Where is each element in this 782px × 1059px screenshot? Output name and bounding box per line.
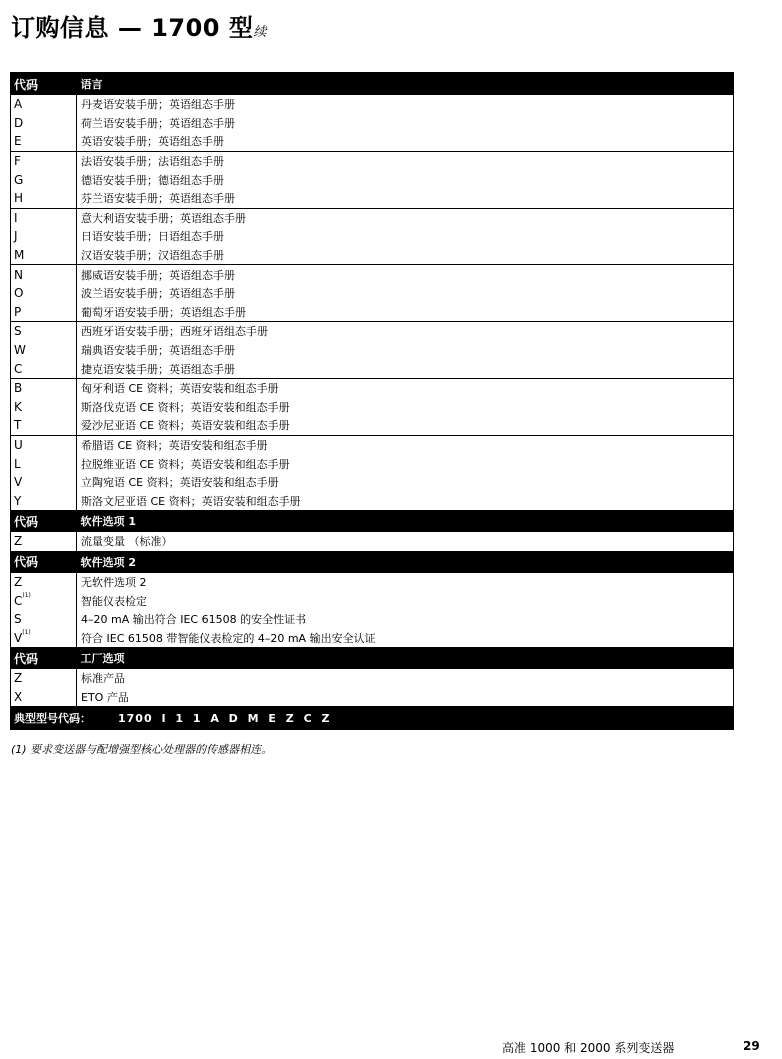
option-code — [11, 95, 77, 114]
table-row — [11, 151, 734, 170]
option-description: 丹麦语安装手册；英语组态手册 — [81, 98, 235, 112]
option-code-text: Z — [14, 534, 23, 549]
table-row — [11, 435, 734, 454]
table-row — [11, 114, 734, 133]
typical-model-label: 典型型号代码： — [14, 711, 91, 725]
title-main: 订购信息 — 1700 型 — [11, 14, 254, 42]
table-row — [11, 246, 734, 265]
option-code — [11, 435, 77, 454]
typical-model-code: 1700 I 1 1 A D M E Z C Z — [118, 711, 331, 725]
table-row — [11, 227, 734, 246]
option-code-text: A — [14, 97, 23, 112]
header-code: 代码 — [11, 551, 77, 573]
option-code-text: T — [14, 418, 22, 433]
option-code-text: H — [14, 191, 24, 206]
option-code-text: S — [14, 324, 22, 339]
table-row — [11, 284, 734, 303]
table-row — [11, 591, 734, 610]
option-description: 芬兰语安装手册；英语组态手册 — [81, 192, 235, 206]
option-description: 日语安装手册；日语组态手册 — [81, 230, 224, 244]
option-code — [11, 378, 77, 397]
table-row — [11, 341, 734, 360]
option-code-text: M — [14, 248, 25, 263]
option-code — [11, 669, 77, 688]
option-description: 无软件选项 2 — [81, 575, 147, 589]
section-header — [11, 551, 734, 573]
option-code — [11, 491, 77, 510]
option-description: 爱沙尼亚语 CE 资料；英语安装和组态手册 — [81, 419, 290, 433]
option-code — [11, 189, 77, 208]
option-code — [11, 532, 77, 551]
header-code: 代码 — [11, 647, 77, 669]
option-code-text: W — [14, 343, 26, 358]
option-code-text: N — [14, 267, 23, 282]
option-description: 符合 IEC 61508 带智能仪表检定的 4–20 mA 输出安全认证 — [81, 631, 376, 645]
option-code — [11, 132, 77, 151]
option-code-text: F — [14, 154, 21, 169]
option-code-text: S — [14, 612, 22, 627]
option-code — [11, 610, 77, 629]
option-code-text: X — [14, 689, 23, 704]
option-description: 流量变量 （标准） — [81, 535, 173, 549]
header-label: 工厂选项 — [77, 647, 734, 669]
footer-title: 高准 1000 和 2000 系列变送器 — [502, 1041, 675, 1055]
header-label: 语言 — [77, 73, 734, 96]
option-code-text: U — [14, 437, 23, 452]
option-description: 标准产品 — [81, 672, 125, 686]
option-description: 荷兰语安装手册；英语组态手册 — [81, 116, 235, 130]
option-code — [11, 284, 77, 303]
option-description: 斯洛文尼亚语 CE 资料；英语安装和组态手册 — [81, 494, 301, 508]
page-title — [11, 8, 267, 43]
option-code — [11, 151, 77, 170]
table-row — [11, 416, 734, 435]
option-code — [11, 454, 77, 473]
option-code-text: E — [14, 134, 22, 149]
option-code-text: Z — [14, 574, 23, 589]
option-code-text: G — [14, 172, 24, 187]
table-row — [11, 170, 734, 189]
title-continued: 续 — [253, 25, 267, 40]
table-row — [11, 610, 734, 629]
header-label: 软件选项 1 — [77, 510, 734, 532]
page-number: 29 — [743, 1039, 760, 1053]
header-code: 代码 — [11, 510, 77, 532]
option-code-text: C — [14, 361, 23, 376]
option-code-text: C — [14, 593, 23, 608]
option-code — [11, 628, 77, 647]
option-description: 汉语安装手册；汉语组态手册 — [81, 249, 224, 263]
section-header — [11, 73, 734, 96]
option-code — [11, 416, 77, 435]
option-description: 斯洛伐克语 CE 资料；英语安装和组态手册 — [81, 400, 290, 414]
ordering-table — [10, 72, 734, 730]
option-code-text: I — [14, 210, 18, 225]
table-row — [11, 454, 734, 473]
option-code — [11, 170, 77, 189]
option-code — [11, 265, 77, 284]
option-code-text: D — [14, 115, 24, 130]
table-row — [11, 669, 734, 688]
option-code-text: V — [14, 475, 23, 490]
option-code — [11, 114, 77, 133]
option-code — [11, 341, 77, 360]
option-code — [11, 322, 77, 341]
table-row — [11, 189, 734, 208]
table-row — [11, 378, 734, 397]
section-header — [11, 647, 734, 669]
option-code — [11, 227, 77, 246]
footnote-ref: (1) — [22, 628, 31, 636]
footnote-ref: (1) — [22, 591, 31, 599]
table-row — [11, 359, 734, 378]
option-code-text: O — [14, 286, 24, 301]
option-code — [11, 688, 77, 707]
table-row — [11, 628, 734, 647]
table-row — [11, 132, 734, 151]
option-code-text: K — [14, 399, 22, 414]
option-description: 希腊语 CE 资料；英语安装和组态手册 — [77, 435, 734, 454]
table-row — [11, 208, 734, 227]
option-description: 波兰语安装手册；英语组态手册 — [81, 287, 235, 301]
section-header — [11, 510, 734, 532]
table-row — [11, 303, 734, 322]
option-description: 智能仪表检定 — [81, 594, 147, 608]
header-code: 代码 — [11, 73, 77, 96]
option-description: 瑞典语安装手册；英语组态手册 — [81, 344, 235, 358]
option-code — [11, 398, 77, 417]
ordering-table-body — [11, 73, 734, 730]
option-description: 匈牙利语 CE 资料；英语安装和组态手册 — [77, 378, 734, 397]
option-description: 拉脱维亚语 CE 资料；英语安装和组态手册 — [81, 457, 290, 471]
option-code-text: L — [14, 456, 21, 471]
option-description: 4–20 mA 输出符合 IEC 61508 的安全性证书 — [81, 613, 307, 627]
table-row — [11, 95, 734, 114]
option-description: 捷克语安装手册；英语组态手册 — [81, 362, 235, 376]
option-code — [11, 303, 77, 322]
footnote: (1) 要求变送器与配增强型核心处理器的传感器相连。 — [11, 743, 273, 756]
option-code-text: J — [14, 229, 18, 244]
option-description: 英语安装手册；英语组态手册 — [81, 135, 224, 149]
header-label: 软件选项 2 — [77, 551, 734, 573]
option-code-text: Y — [14, 493, 22, 508]
table-row — [11, 265, 734, 284]
option-description: 西班牙语安装手册；西班牙语组态手册 — [77, 322, 734, 341]
option-description: ETO 产品 — [81, 690, 129, 704]
option-code-text: B — [14, 381, 23, 396]
table-row — [11, 491, 734, 510]
table-row — [11, 398, 734, 417]
option-description: 葡萄牙语安装手册；英语组态手册 — [81, 305, 246, 319]
option-description: 法语安装手册；法语组态手册 — [77, 151, 734, 170]
option-code — [11, 359, 77, 378]
option-code — [11, 473, 77, 492]
table-row — [11, 473, 734, 492]
option-code — [11, 246, 77, 265]
option-code-text: V — [14, 630, 23, 645]
option-description: 意大利语安装手册；英语组态手册 — [77, 208, 734, 227]
option-code — [11, 573, 77, 592]
table-row — [11, 322, 734, 341]
table-row — [11, 688, 734, 707]
option-description: 立陶宛语 CE 资料；英语安装和组态手册 — [81, 476, 279, 490]
option-description: 德语安装手册；德语组态手册 — [81, 173, 224, 187]
typical-model-cell — [11, 706, 734, 730]
typical-model-row — [11, 706, 734, 730]
option-code — [11, 208, 77, 227]
table-row — [11, 532, 734, 551]
option-code-text: Z — [14, 671, 23, 686]
option-code-text: P — [14, 304, 22, 319]
option-code — [11, 591, 77, 610]
option-description: 挪威语安装手册；英语组态手册 — [77, 265, 734, 284]
table-row — [11, 573, 734, 592]
